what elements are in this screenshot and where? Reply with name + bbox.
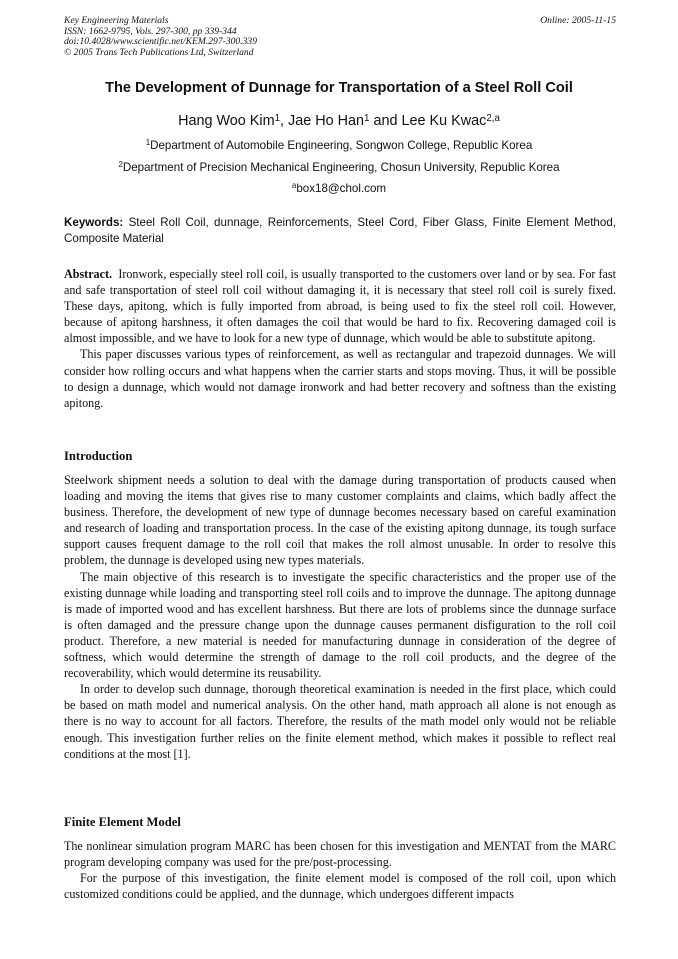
- copyright-line: © 2005 Trans Tech Publications Ltd, Switzerland: [64, 46, 254, 58]
- intro-paragraph-3: In order to develop such dunnage, thorough theoretical examination is needed in the first place, which could be based on math model and numerical analysis. On the other hand, math approach all alone is not enough as there is no way to account for all factors. Therefore, the results of the math model only would not be reliable enough. This investigation further relies on the finite element method, which makes it possible to reflect real conditions at the most [1].: [64, 682, 616, 761]
- online-date: Online: 2005-11-15: [540, 15, 616, 26]
- author-list: [40, 113, 638, 129]
- introduction-section: [64, 472, 616, 762]
- intro-paragraph-1: Steelwork shipment needs a solution to deal with the damage during transportation of products caused when loading and moving the items that gives rise to many customer complaints and claims, which badly affect the business. Therefore, the development of new type of dunnage becomes necessary based on careful examination and research of loading and transportation process. In the case of the existing apitong dunnage, its tough surface support causes frequent damage to the roll coil that makes the roll almost unusable. In order to resolve this problem, the dunnage is developed using new types materials.: [64, 473, 616, 568]
- fem-paragraph-1: The nonlinear simulation program MARC has been chosen for this investigation and MENTAT from the MARC program developing company was used for the pre/post-processing.: [64, 839, 616, 870]
- journal-header: [64, 16, 616, 58]
- author-sup: 2,a: [486, 112, 500, 124]
- affiliation-text: Department of Automobile Engineering, Songwon College, Republic Korea: [150, 139, 533, 152]
- abstract-section: [64, 266, 616, 411]
- introduction-heading: Introduction: [64, 449, 133, 463]
- fem-section: [64, 838, 616, 902]
- author-name: , Jae Ho Han: [280, 113, 365, 129]
- author-email: [40, 182, 638, 195]
- abstract-paragraph-1: [64, 266, 616, 346]
- author-sup: 1: [274, 112, 281, 124]
- email-text: box18@chol.com: [296, 182, 387, 195]
- fem-paragraph-2: For the purpose of this investigation, the finite element model is composed of the roll coil, upon which customized conditions could be applied, and the dunnage, which undergoes different impacts: [64, 871, 616, 902]
- abstract-label: Abstract.: [64, 267, 113, 281]
- intro-paragraph-2: The main objective of this research is to investigate the specific characteristics and the proper use of the existing dunnage while loading and transporting steel roll coils and to improve the dunnage. The apitong dunnage is made of imported wood and has excellent harshness. But there are lots of problems since the dunnage surface is often damaged and the pressure change upon the dunnage causes permanent disfiguration to the roll coil product. Therefore, a new material is needed for manufacturing dunnage in consideration of the degree of softness, which would determine the strength of damage to the roll coil products, and the degree of the recoverability, which would determine its reusability.: [64, 569, 616, 681]
- journal-name: Key Engineering Materials: [64, 15, 169, 26]
- keywords: [64, 215, 616, 246]
- abstract-paragraph-2: This paper discusses various types of reinforcement, as well as rectangular and trapezoid dunnages. We will consider how rolling occurs and what happens when the carrier starts and stops moving. Thus, it will be possible to design a dunnage, which would not damage ironwork and had better recovery and softness than the existing apitong.: [64, 347, 616, 410]
- affiliation-sup: 1: [145, 138, 151, 148]
- keywords-label: Keywords:: [64, 216, 124, 229]
- affiliation-text: Department of Precision Mechanical Engineering, Chosun University, Republic Korea: [122, 161, 560, 174]
- affiliation-2: [40, 161, 638, 174]
- affiliation-sup: 2: [118, 160, 123, 170]
- email-sup: a: [291, 181, 297, 191]
- author-name: and Lee Ku Kwac: [369, 113, 487, 129]
- author-sup: 1: [364, 112, 370, 124]
- fem-heading: Finite Element Model: [64, 815, 181, 829]
- doi-line: doi:10.4028/www.scientific.net/KEM.297-300.339: [64, 36, 258, 48]
- keywords-text: Steel Roll Coil, dunnage, Reinforcements, Steel Cord, Fiber Glass, Finite Element Method, Composite Material: [64, 216, 616, 245]
- issn-line: ISSN: 1662-9795, Vols. 297-300, pp 339-344: [64, 25, 237, 37]
- paper-title: The Development of Dunnage for Transportation of a Steel Roll Coil: [105, 80, 573, 96]
- abstract-text: Ironwork, especially steel roll coil, is usually transported to the customers over land or by sea. For fast and safe transportation of steel roll coil without damaging it, it is necessary that steel roll coil is surely fixed. These days, apitong, which is fully imported from abroad, is being used to fix the steel roll coil. However, because of apitong harshness, it often damages the coil that would be hard to fix. Recovering damaged coil is almost impossible, and we have to look for a new type of dunnage, which would be able to substitute apitong.: [64, 267, 616, 346]
- affiliation-1: [40, 139, 638, 152]
- author-name: Hang Woo Kim: [178, 113, 275, 129]
